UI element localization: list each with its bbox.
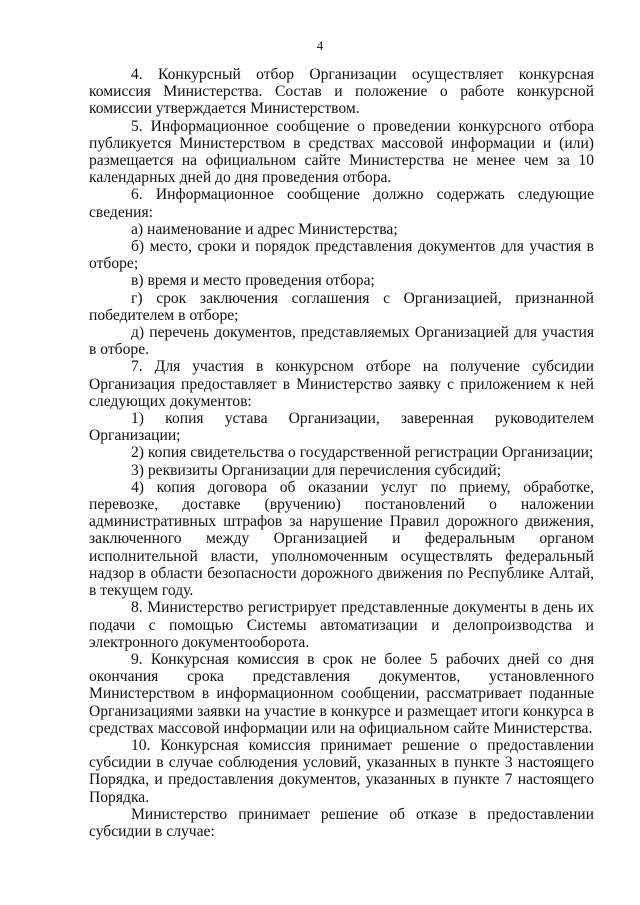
list-item-3: 3) реквизиты Организации для перечисления субсидий; bbox=[131, 461, 502, 479]
page-number: 4 bbox=[316, 38, 324, 53]
paragraph-4: 4. Конкурсный отбор Организации осуществляет конкурсная комиссия Министерства. Состав и положение о работе конкурсной комиссии утверждается Министерством. bbox=[89, 66, 594, 118]
paragraph-8: 8. Министерство регистрирует представленные документы в день их подачи с помощью Системы автоматизации и делопроизводства и электронного документооборота. bbox=[89, 599, 594, 651]
document-body bbox=[89, 66, 594, 840]
list-item-b: б) место, сроки и порядок представления документов для участия в отборе; bbox=[89, 238, 594, 273]
paragraph-9: 9. Конкурсная комиссия в срок не более 5 рабочих дней со дня окончания срока представления документов, установленного Министерством в информационном сообщении, рассматривает поданные Организациями заявки на участие в конкурсе и размещает итоги конкурса в средствах массовой информации или на официальном сайте Министерства. bbox=[89, 650, 594, 737]
list-item-2: 2) копия свидетельства о государственной регистрации Организации; bbox=[131, 444, 594, 462]
list-item-4: 4) копия договора об оказании услуг по приему, обработке, перевозке, доставке (вручению) постановлений о наложении административных штрафов за нарушение Правил дорожного движения, заключенного между Организацией и федеральным органом исполнительной власти, уполномоченным осуществлять федеральный надзор в области безопасности дорожного движения по Республике Алтай, в текущем году. bbox=[89, 478, 594, 600]
list-item-a: а) наименование и адрес Министерства; bbox=[131, 220, 398, 238]
paragraph-6: 6. Информационное сообщение должно содержать следующие сведения: bbox=[89, 186, 594, 221]
list-item-g: г) срок заключения соглашения с Организацией, признанной победителем в отборе; bbox=[89, 289, 594, 324]
paragraph-7: 7. Для участия в конкурсном отборе на получение субсидии Организация предоставляет в Министерство заявку с приложением к ней следующих документов: bbox=[89, 358, 594, 410]
list-item-d: д) перечень документов, представляемых Организацией для участия в отборе. bbox=[89, 324, 594, 359]
paragraph-5: 5. Информационное сообщение о проведении конкурсного отбора публикуется Министерством в средствах массовой информации и (или) размещается на официальном сайте Министерства не менее чем за 10 календарных дней до дня проведения отбора. bbox=[89, 117, 594, 187]
list-item-1: 1) копия устава Организации, заверенная руководителем Организации; bbox=[89, 410, 594, 445]
paragraph-10: 10. Конкурсная комиссия принимает решение о предоставлении субсидии в случае соблюдения условий, указанных в пункте 3 настоящего Порядка, и предоставления документов, указанных в пункте 7 настоящего Порядка. bbox=[89, 736, 594, 806]
list-item-v: в) время и место проведения отбора; bbox=[131, 272, 375, 290]
paragraph-refusal: Министерство принимает решение об отказе в предоставлении субсидии в случае: bbox=[89, 805, 594, 840]
